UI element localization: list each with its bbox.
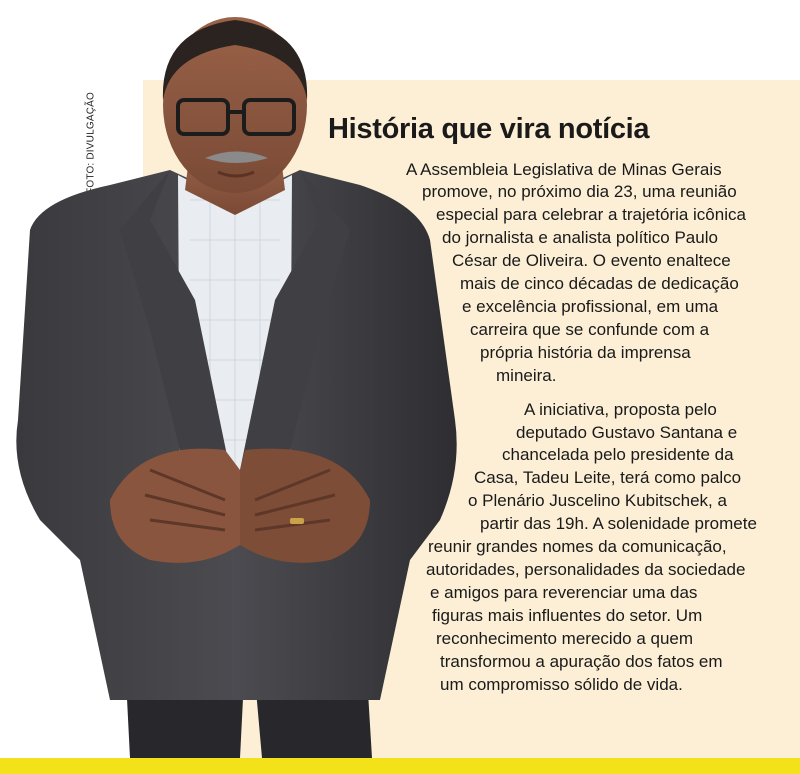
paragraph-1-line: A Assembleia Legislativa de Minas Gerais [406,160,722,179]
paragraph-1-line: mineira. [496,366,557,385]
paragraph-1-line: mais de cinco décadas de dedicação [460,274,739,293]
paragraph-2-line: deputado Gustavo Santana e [516,423,738,442]
paragraph-1-line: especial para celebrar a trajetória icônica [436,205,746,224]
paragraph-2-line: partir das 19h. A solenidade promete [480,514,757,533]
paragraph-1-line: carreira que se confunde com a [470,320,710,339]
paragraph-1-line: e excelência profissional, em uma [462,297,719,316]
yellow-footer-bar [0,758,800,774]
paragraph-2-line: reconhecimento merecido a quem [436,629,694,648]
paragraph-1-line: própria história da imprensa [480,343,691,362]
paragraph-2-line: reunir grandes nomes da comunicação, [428,537,727,556]
paragraph-2-line: figuras mais influentes do setor. Um [432,606,703,625]
paragraph-2-line: autoridades, personalidades da sociedade [426,560,746,579]
paragraph-1-line: promove, no próximo dia 23, uma reunião [422,182,737,201]
paragraph-1-line: do jornalista e analista político Paulo [442,228,718,247]
paragraph-2-line: o Plenário Juscelino Kubitschek, a [468,491,727,510]
paragraph-2-line: A iniciativa, proposta pelo [524,400,717,419]
paragraph-2-line: Casa, Tadeu Leite, terá como palco [474,468,742,487]
paragraph-2-line: um compromisso sólido de vida. [440,675,683,694]
paragraph-2-line: chancelada pelo presidente da [502,445,734,464]
paragraph-2-line: transformou a apuração dos fatos em [440,652,723,671]
photo-credit-text: FOTO: DIVULGAÇÃO [85,92,97,194]
headline: História que vira notícia [328,113,650,145]
paragraph-2-line: e amigos para reverenciar uma das [430,583,698,602]
paragraph-1-line: César de Oliveira. O evento enaltece [452,251,731,270]
